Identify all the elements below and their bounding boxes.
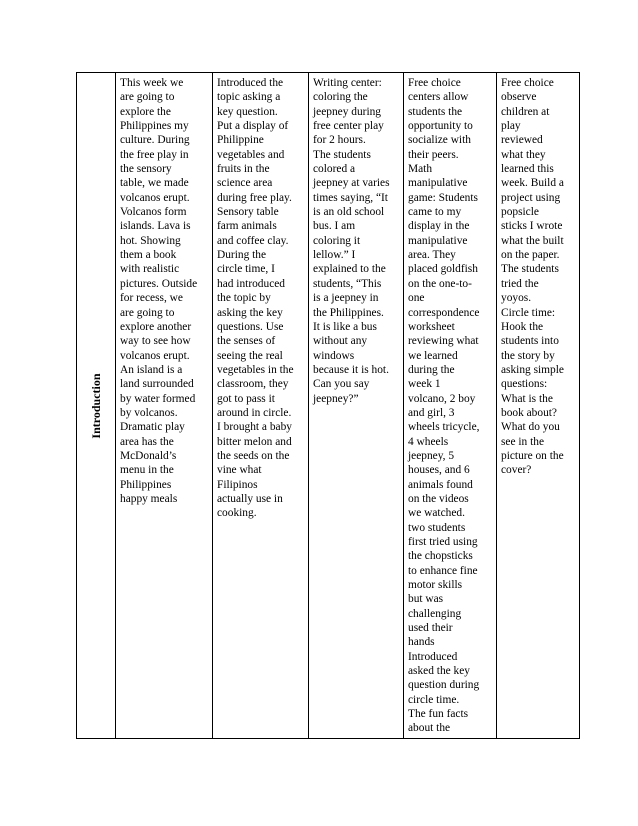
row-header-introduction: Introduction	[88, 372, 103, 439]
cell-text-1: This week we are going to explore the Philippines my culture. During the free play in the sensory table, we made volcanos erupt. Volcanos form islands. Lava is hot. Showing them a book with realistic pictures. Outside for recess, we are going to explore another way to see how volcanos erupt. An island is a land surrounded by water formed by volcanos. Dramatic play area has the McDonald’s menu in the Philippines happy meals	[120, 77, 198, 505]
table-cell-4	[404, 73, 497, 739]
table-cell-5	[497, 73, 580, 739]
table-cell-1	[116, 73, 213, 739]
row-header-cell	[77, 73, 116, 739]
cell-text-3: Writing center: coloring the jeepney during free center play for 2 hours. The students colored a jeepney at varies times saying, “It is an old school bus. I am coloring it lellow.” I explained to the students, “This is a jeepney in the Philippines. It is like a bus without any windows because it is hot. Can you say jeepney?”	[313, 77, 390, 405]
cell-text-2: Introduced the topic asking a key question. Put a display of Philippine vegetables and fruits in the science area during free play. Sensory table farm animals and coffee clay. During the circle time, I had introduced the topic by asking the key questions. Use the senses of seeing the real vegetables in the classroom, they got to pass it around in circle. I brought a baby bitter melon and the seeds on the vine what Filipinos actually use in cooking.	[217, 77, 294, 520]
cell-text-4: Free choice centers allow students the opportunity to socialize with their peers. Math manipulative game: Students came to my display in the manipulative area. They placed goldfish on the one-to- one correspondence worksheet reviewing what we learned during the week 1 volcano, 2 boy and girl, 3 wheels tricycle, 4 wheels jeepney, 5 houses, and 6 animals found on the videos we watched. two students first tried using the chopsticks to enhance fine motor skills but was challenging used their hands Introduced asked the key question during circle time. The fun facts about the	[408, 77, 480, 735]
cell-text-5: Free choice observe children at play reviewed what they learned this week. Build a project using popsicle sticks I wrote what the built on the paper. The students tried the yoyos. Circle time: Hook the students into the story by asking simple questions: What is the book about? What do you see in the picture on the cover?	[501, 77, 564, 477]
introduction-row	[77, 73, 580, 739]
lesson-plan-table	[76, 72, 580, 739]
table-cell-2	[213, 73, 309, 739]
table-cell-3	[309, 73, 404, 739]
